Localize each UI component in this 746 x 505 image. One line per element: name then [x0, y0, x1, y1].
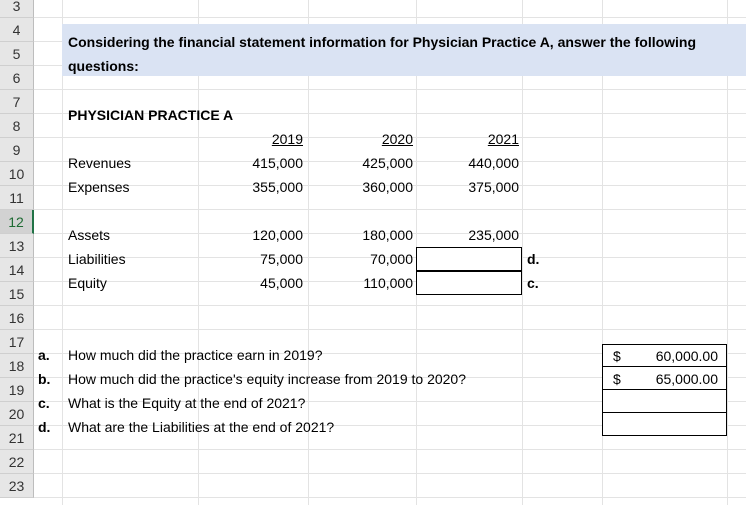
question-c-text[interactable]: What is the Equity at the end of 2021? [68, 395, 306, 411]
question-b-text[interactable]: How much did the practice's equity increase from 2019 to 2020? [68, 371, 467, 387]
liabilities-2021-input[interactable] [416, 247, 522, 271]
equity-2021-input[interactable] [416, 271, 522, 295]
liabilities-2019[interactable]: 75,000 [260, 251, 303, 267]
row-header-22[interactable]: 22 [0, 450, 34, 474]
answer-c-cell[interactable] [602, 389, 727, 413]
answer-b-value: 65,000.00 [655, 371, 718, 387]
row-header-16[interactable]: 16 [0, 306, 34, 330]
row-header-11[interactable]: 11 [0, 186, 34, 210]
row-gridline [34, 305, 746, 306]
row-gridline [34, 449, 746, 450]
revenues-2020[interactable]: 425,000 [362, 155, 413, 171]
year-header-2021[interactable]: 2021 [487, 131, 519, 147]
row-gridline [34, 17, 746, 18]
row-header-19[interactable]: 19 [0, 378, 34, 402]
row-header-8[interactable]: 8 [0, 114, 34, 138]
row-header-5[interactable]: 5 [0, 42, 34, 66]
row-header-10[interactable]: 10 [0, 162, 34, 186]
section-title: PHYSICIAN PRACTICE A [68, 107, 234, 123]
assets-2019[interactable]: 120,000 [252, 227, 303, 243]
row-header-21[interactable]: 21 [0, 426, 34, 450]
marker-d: d. [527, 251, 540, 267]
row-gridline [34, 209, 746, 210]
revenues-2021[interactable]: 440,000 [468, 155, 519, 171]
row-header-14[interactable]: 14 [0, 258, 34, 282]
question-c-letter: c. [38, 395, 50, 411]
row-header-3[interactable]: 3 [0, 0, 34, 18]
row-gridline [34, 473, 746, 474]
liabilities-2020[interactable]: 70,000 [370, 251, 413, 267]
assets-2020[interactable]: 180,000 [362, 227, 413, 243]
row-gridline [34, 329, 746, 330]
revenues-2019[interactable]: 415,000 [252, 155, 303, 171]
answer-d-cell[interactable] [602, 412, 727, 436]
row-header-15[interactable]: 15 [0, 282, 34, 306]
row-header-17[interactable]: 17 [0, 330, 34, 354]
question-a-letter: a. [38, 347, 50, 363]
row-header-9[interactable]: 9 [0, 138, 34, 162]
row-header-7[interactable]: 7 [0, 90, 34, 114]
row-header-12[interactable]: 12 [0, 210, 34, 234]
row-gridline [34, 497, 746, 498]
liabilities-label[interactable]: Liabilities [68, 251, 126, 267]
revenues-label[interactable]: Revenues [68, 155, 132, 171]
assets-label[interactable]: Assets [68, 227, 111, 243]
expenses-2019[interactable]: 355,000 [252, 179, 303, 195]
answer-a-value: 60,000.00 [655, 348, 718, 364]
question-d-text[interactable]: What are the Liabilities at the end of 2021? [68, 419, 335, 435]
row-header-23[interactable]: 23 [0, 474, 34, 498]
equity-2019[interactable]: 45,000 [260, 275, 303, 291]
year-header-2019[interactable]: 2019 [271, 131, 303, 147]
marker-c: c. [527, 275, 539, 291]
answer-b-currency: $ [613, 371, 621, 387]
question-a-text[interactable]: How much did the practice earn in 2019? [68, 347, 323, 363]
expenses-2020[interactable]: 360,000 [362, 179, 413, 195]
question-b-letter: b. [38, 371, 51, 387]
row-gridline [34, 89, 746, 90]
expenses-2021[interactable]: 375,000 [468, 179, 519, 195]
question-d-letter: d. [38, 419, 51, 435]
assets-2021[interactable]: 235,000 [468, 227, 519, 243]
equity-2020[interactable]: 110,000 [363, 275, 413, 291]
answer-b-cell[interactable] [602, 366, 727, 390]
equity-label[interactable]: Equity [68, 275, 107, 291]
row-header-6[interactable]: 6 [0, 66, 34, 90]
answer-a-currency: $ [613, 348, 621, 364]
row-header-20[interactable]: 20 [0, 402, 34, 426]
instruction-text: Considering the financial statement information for Physician Practice A, answer the following questions: [68, 34, 697, 74]
year-header-2020[interactable]: 2020 [381, 131, 413, 147]
answer-a-cell[interactable] [602, 344, 727, 367]
row-header-4[interactable]: 4 [0, 18, 34, 42]
expenses-label[interactable]: Expenses [68, 179, 130, 195]
row-header-13[interactable]: 13 [0, 234, 34, 258]
row-header-18[interactable]: 18 [0, 354, 34, 378]
